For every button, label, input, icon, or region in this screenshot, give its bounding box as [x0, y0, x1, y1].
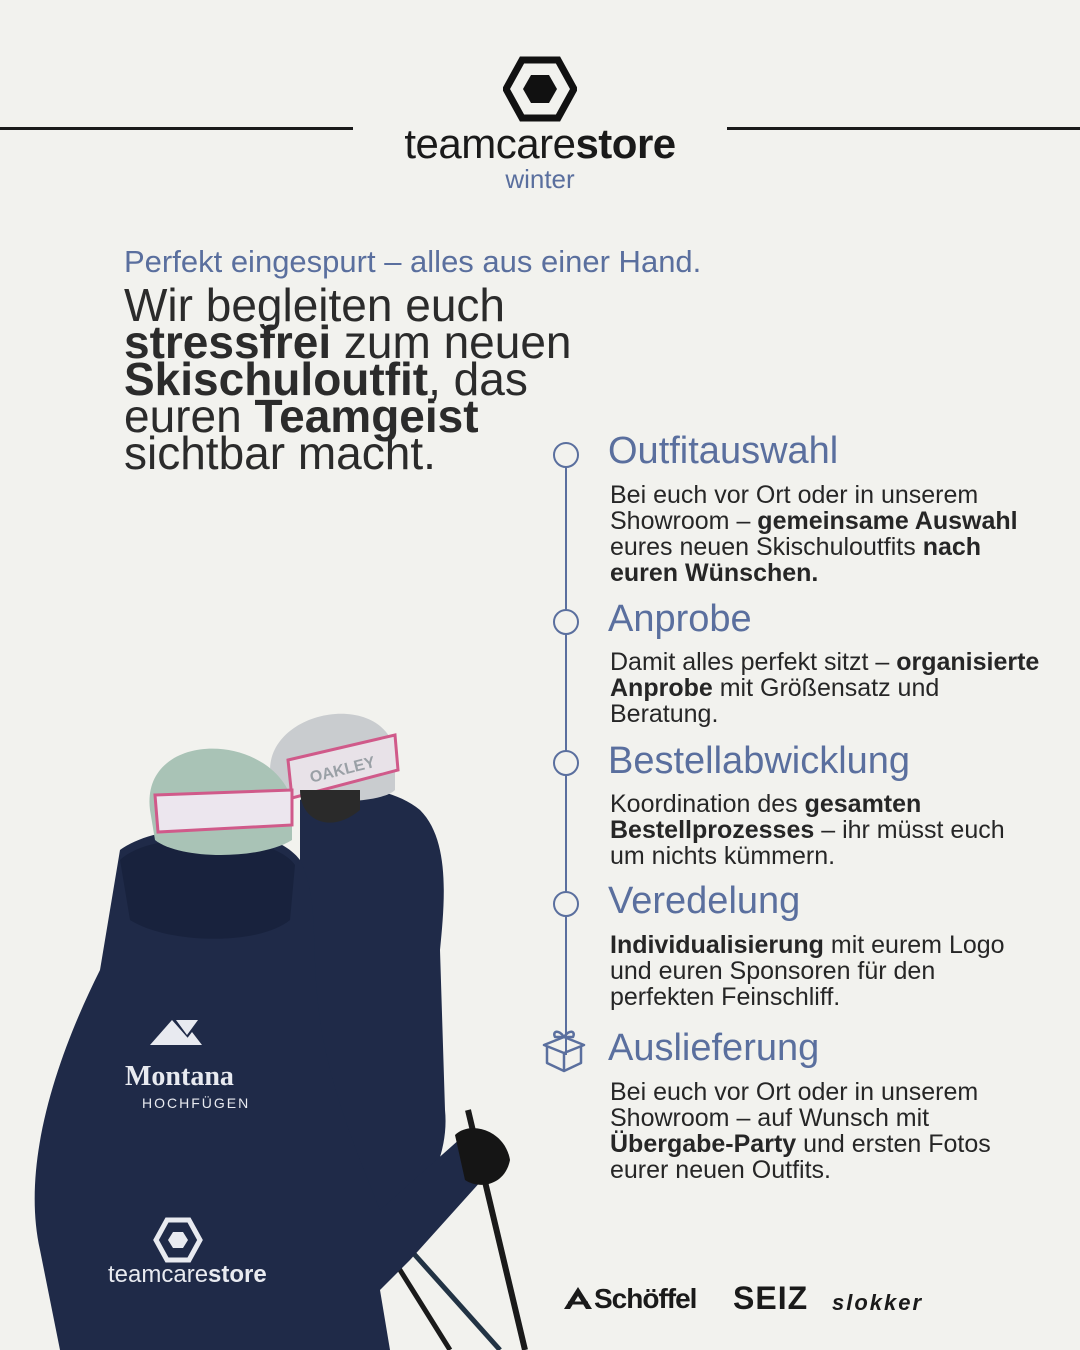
header-rule-left — [0, 127, 353, 130]
skiers-photo — [0, 690, 540, 1350]
partner-logo-slokker: slokker — [832, 1290, 924, 1315]
goggle-brand: OAKLEY — [308, 754, 377, 787]
schoeffel-mark-icon — [562, 1285, 594, 1311]
step-text-bestellabwicklung: Koordination des gesamten Bestellprozesses – ihr müsst euch um nichts kümmern. — [610, 790, 1005, 870]
jacket-location: HOCHFÜGEN — [142, 1095, 251, 1111]
hexagon-logo-icon — [503, 56, 577, 122]
step-title-bestellabwicklung: Bestellabwicklung — [608, 740, 911, 782]
step-title-anprobe: Anprobe — [608, 598, 752, 640]
circle-node-icon — [553, 750, 579, 776]
jacket-brand: teamcarestore — [108, 1261, 267, 1288]
step-text-auslieferung: Bei euch vor Ort oder in unserem Showroom – auf Wunsch mit Übergabe-Party und ersten Fotos eurer neuen Outfits. — [610, 1078, 991, 1184]
step-title-outfitauswahl: Outfitauswahl — [608, 430, 839, 472]
circle-node-icon — [553, 891, 579, 917]
circle-node-icon — [553, 442, 579, 468]
brand-name: teamcarestore — [404, 120, 676, 167]
step-text-anprobe: Damit alles perfekt sitzt – organisierte Anprobe mit Größensatz und Beratung. — [610, 648, 1040, 728]
brand-subtitle: winter — [505, 164, 575, 194]
step-title-auslieferung: Auslieferung — [608, 1027, 820, 1069]
header-rule-right — [727, 127, 1080, 130]
circle-node-icon — [553, 609, 579, 635]
step-title-veredelung: Veredelung — [608, 880, 801, 922]
jacket-club-name: Montana — [125, 1061, 234, 1092]
tagline: Perfekt eingespurt – alles aus einer Hand. — [124, 244, 702, 279]
gift-box-icon — [541, 1025, 587, 1073]
step-text-outfitauswahl: Bei euch vor Ort oder in unserem Showroom – gemeinsame Auswahl eures neuen Skischuloutfits nach euren Wünschen. — [610, 481, 1018, 587]
step-text-veredelung: Individualisierung mit eurem Logo und euren Sponsoren für den perfekten Feinschliff. — [610, 931, 1005, 1011]
partner-logo-seiz: SEIZ — [733, 1280, 809, 1316]
partner-logo-schoeffel: Schöffel — [562, 1283, 696, 1315]
headline: Wir begleiten euch stressfrei zum neuen Skischuloutfit, das euren Teamgeist sichtbar macht. — [124, 279, 572, 479]
